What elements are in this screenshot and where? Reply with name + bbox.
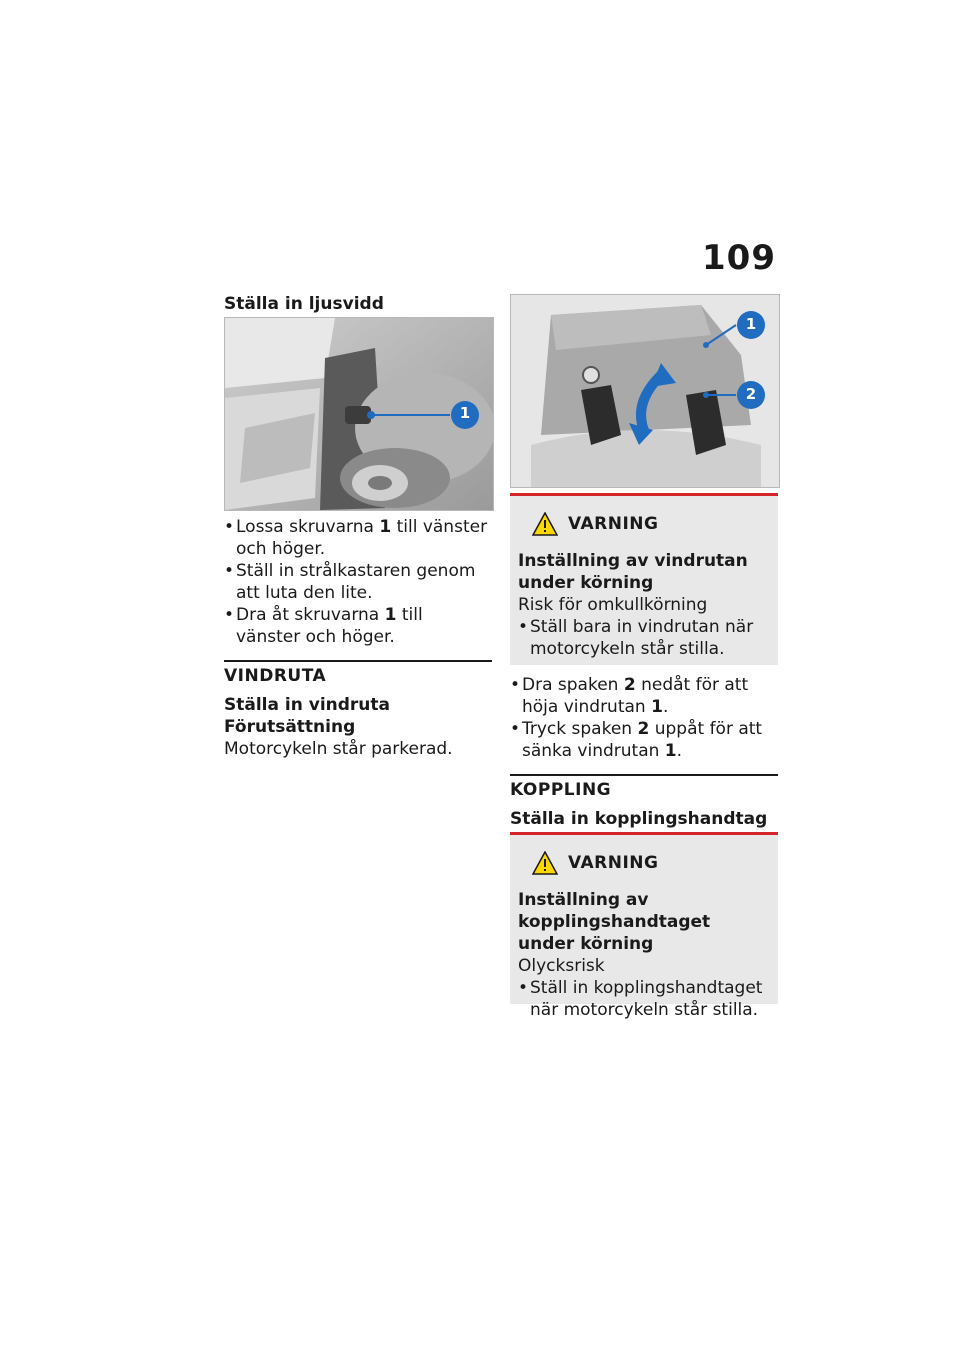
section-title-clutch: KOPPLING	[510, 780, 612, 800]
warning-triangle-icon	[532, 512, 558, 536]
warning-triangle-icon	[532, 851, 558, 875]
prerequisite-title: Förutsättning	[224, 717, 356, 737]
warning-header	[532, 512, 770, 536]
list-item: • Dra åt skruvarna 1 till vänster och höger.	[224, 604, 492, 648]
callout-1-label: 1	[459, 404, 471, 422]
warning-title: Inställning av vindrutan under körning	[518, 551, 748, 593]
callout-2-label: 2	[745, 385, 757, 403]
warning-label: VARNING	[568, 514, 659, 534]
list-item: • Lossa skruvarna 1 till vänster och höger.	[224, 516, 492, 560]
windscreen-steps-list	[510, 674, 778, 762]
warning-risk: Olycksrisk	[518, 956, 605, 976]
right-steps-block	[510, 674, 778, 762]
clutch-section	[510, 780, 778, 830]
warning-box-clutch	[510, 832, 778, 1020]
prerequisite-text: Motorcykeln står parkerad.	[224, 739, 453, 759]
list-item: • Ställ bara in vindrutan när motorcykeln står stilla.	[518, 616, 770, 660]
windscreen-photo	[510, 294, 780, 488]
callout-1-label: 1	[745, 315, 757, 333]
section-divider	[224, 660, 492, 662]
section-title-windscreen: VINDRUTA	[224, 666, 327, 686]
warning-actions	[518, 616, 770, 660]
section-divider	[510, 774, 778, 776]
list-item: • Ställ in strålkastaren genom att luta den lite.	[224, 560, 492, 604]
left-steps-block	[224, 516, 492, 648]
subtitle-adjust-windscreen: Ställa in vindruta	[224, 695, 390, 715]
warning-label: VARNING	[568, 853, 659, 873]
warning-header	[532, 851, 770, 875]
list-item: • Tryck spaken 2 uppåt för att sänka vindrutan 1.	[510, 718, 778, 762]
headlight-steps-list	[224, 516, 492, 648]
list-item: • Ställ in kopplingshandtaget när motorcykeln står stilla.	[518, 977, 770, 1021]
subtitle-adjust-clutch-lever: Ställa in kopplingshandtag	[510, 809, 768, 829]
windscreen-section	[224, 666, 492, 760]
left-column	[224, 293, 494, 315]
warning-risk: Risk för omkullkörning	[518, 595, 708, 615]
warning-title: Inställning av kopplingshandtaget under körning	[518, 890, 711, 954]
list-item: • Dra spaken 2 nedåt för att höja vindrutan 1.	[510, 674, 778, 718]
headlight-photo	[224, 317, 494, 511]
section-title-headlight-range: Ställa in ljusvidd	[224, 294, 384, 314]
page-number: 109	[702, 238, 776, 278]
warning-actions	[518, 977, 770, 1021]
warning-box-windscreen	[510, 493, 778, 665]
